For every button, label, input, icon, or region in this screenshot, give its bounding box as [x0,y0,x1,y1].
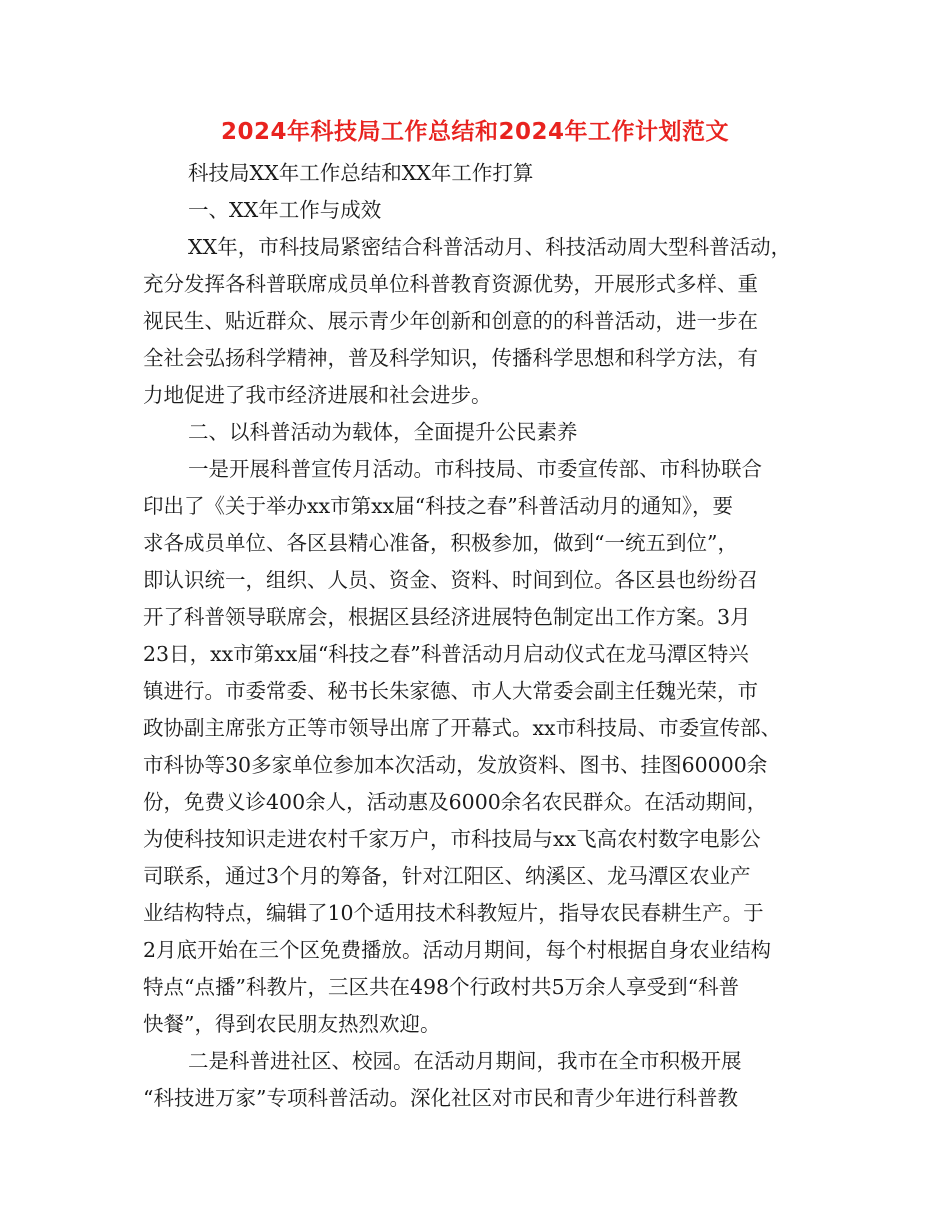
text-line: 镇进行。市委常委、秘书长朱家德、市人大常委会副主任魏光荣，市 [143,679,758,703]
text-line: 一、XX年工作与成效 [188,198,382,222]
text-line: XX年，市科技局紧密结合科普活动月、科技活动周大型科普活动， [188,235,792,259]
text-line: 二、以科普活动为载体，全面提升公民素养 [188,420,578,444]
text-line: 司联系，通过3个月的筹备，针对江阳区、纳溪区、龙马潭区农业产 [143,864,751,888]
text-line: 二是科普进社区、校园。在活动月期间，我市在全市积极开展 [188,1049,742,1073]
text-line: “科技进万家”专项科普活动。深化社区对市民和青少年进行科普教 [143,1086,738,1110]
text-line: 为使科技知识走进农村千家万户，市科技局与xx飞高农村数字电影公 [143,827,761,851]
text-line: 市科协等30多家单位参加本次活动，发放资料、图书、挂图60000余 [143,753,768,777]
text-line: 视民生、贴近群众、展示青少年创新和创意的的科普活动，进一步在 [143,309,758,333]
text-line: 政协副主席张方正等市领导出席了开幕式。xx市科技局、市委宣传部、 [143,716,782,740]
text-line: 开了科普领导联席会，根据区县经济进展特色制定出工作方案。3月 [143,605,751,629]
text-line: 一是开展科普宣传月活动。市科技局、市委宣传部、市科协联合 [188,457,762,481]
text-line: 快餐”，得到农民朋友热烈欢迎。 [143,1012,441,1036]
text-line: 份，免费义诊400余人，活动惠及6000余名农民群众。在活动期间， [143,790,768,814]
text-line: 23日，xx市第xx届“科技之春”科普活动月启动仪式在龙马潭区特兴 [143,642,749,666]
text-line: 科技局XX年工作总结和XX年工作打算 [188,161,534,185]
document-title: 2024年科技局工作总结和2024年工作计划范文 [220,119,730,145]
document-body [143,155,815,1117]
text-line: 全社会弘扬科学精神，普及科学知识，传播科学思想和科学方法，有 [143,346,758,370]
text-line: 特点“点播”科教片，三区共在498个行政村共5万余人享受到“科普 [143,975,740,999]
text-line: 即认识统一，组织、人员、资金、资料、时间到位。各区县也纷纷召 [143,568,758,592]
text-line: 印出了《关于举办xx市第xx届“科技之春”科普活动月的通知》，要 [143,494,733,518]
text-line: 求各成员单位、各区县精心准备，积极参加，做到“一统五到位”， [143,531,738,555]
text-line: 2月底开始在三个区免费播放。活动月期间，每个村根据自身农业结构 [143,938,772,962]
text-line: 力地促进了我市经济进展和社会进步。 [143,383,492,407]
text-line: 业结构特点，编辑了10个适用技术科教短片，指导农民春耕生产。于 [143,901,764,925]
text-line: 充分发挥各科普联席成员单位科普教育资源优势，开展形式多样、重 [143,272,758,296]
